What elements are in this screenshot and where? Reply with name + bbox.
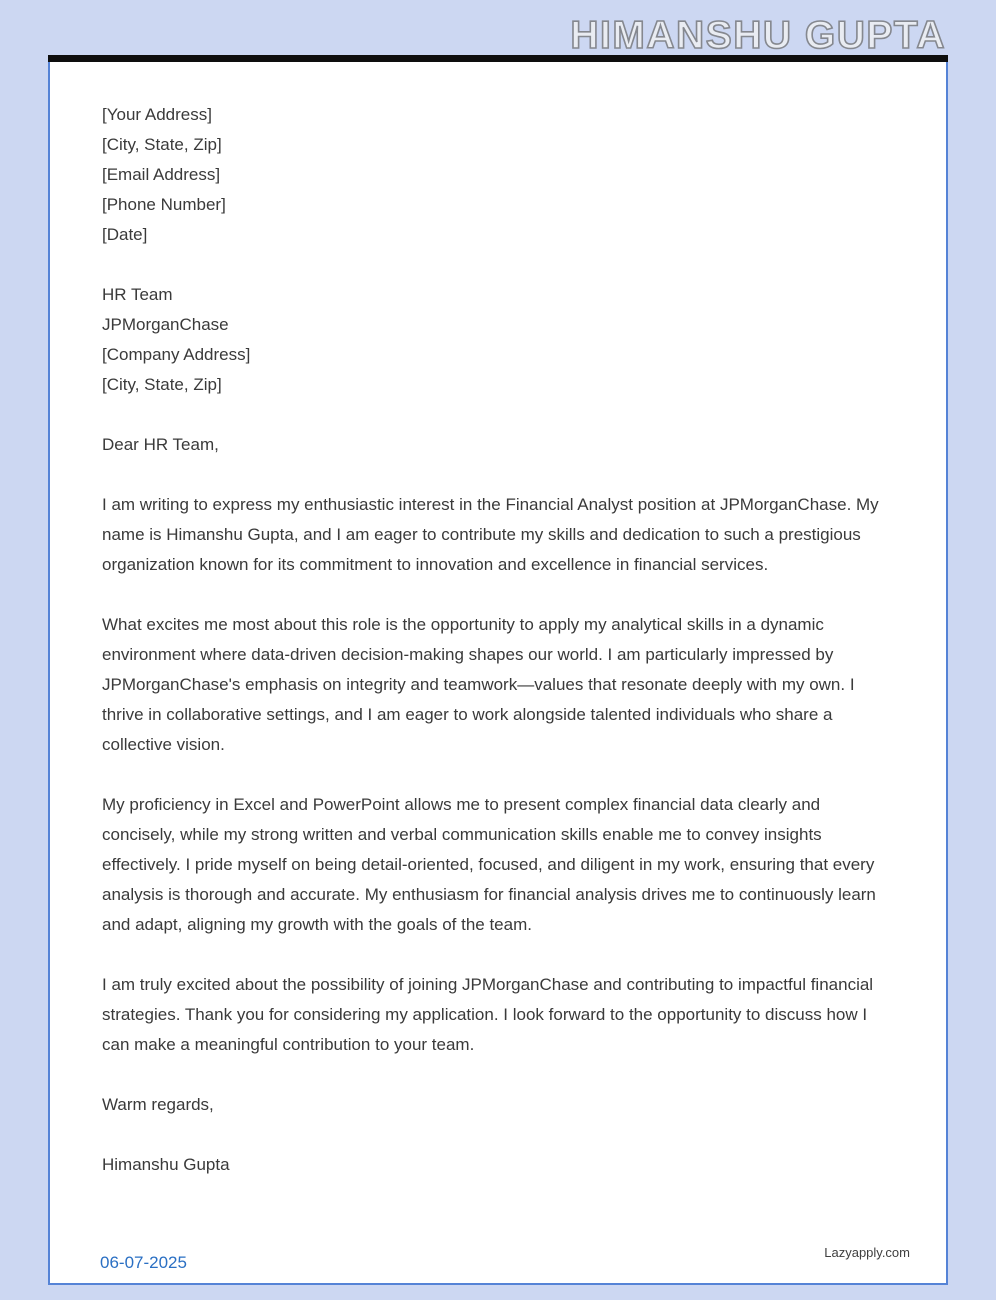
letter-paragraph: What excites me most about this role is the opportunity to apply my analytical skills in a dynamic environment where data-driven decision-making shapes our world. I am particularly impressed by JPMorganChase's emphasis on integrity and teamwork—values that resonate deeply with my own. I thrive in collaborative settings, and I am eager to work alongside talented individuals who share a collective vision. bbox=[102, 615, 855, 754]
letter-paragraph: I am writing to express my enthusiastic interest in the Financial Analyst position at JPMorganChase. My name is Himanshu Gupta, and I am eager to contribute my skills and dedication to such a prestigious organization known for its commitment to innovation and excellence in financial services. bbox=[102, 495, 879, 574]
applicant-name-header: HIMANSHU GUPTA bbox=[570, 14, 946, 57]
sender-address-line: [Email Address] bbox=[102, 165, 221, 184]
sender-address-line: [Phone Number] bbox=[102, 195, 226, 214]
salutation: Dear HR Team, bbox=[102, 435, 219, 454]
date-stamp: 06-07-2025 bbox=[100, 1253, 187, 1272]
recipient-address-block bbox=[102, 280, 894, 400]
sender-address-line: [City, State, Zip] bbox=[102, 135, 222, 154]
watermark-lazyapply: Lazyapply.com bbox=[824, 1245, 910, 1260]
letter-paragraph: My proficiency in Excel and PowerPoint allows me to present complex financial data clearly and concisely, while my strong written and verbal communication skills enable me to convey insights effectively. I pride myself on being detail-oriented, focused, and diligent in my work, ensuring that every analysis is thorough and accurate. My enthusiasm for financial analysis drives me to continuously learn and adapt, aligning my growth with the goals of the team. bbox=[102, 795, 876, 934]
sender-address-block bbox=[102, 100, 894, 250]
recipient-address-line: [City, State, Zip] bbox=[102, 375, 222, 394]
letter-content bbox=[50, 57, 946, 1180]
letter-page bbox=[48, 55, 948, 1285]
recipient-address-line: HR Team bbox=[102, 285, 173, 304]
recipient-address-line: [Company Address] bbox=[102, 345, 251, 364]
recipient-address-line: JPMorganChase bbox=[102, 315, 229, 334]
signature: Himanshu Gupta bbox=[102, 1155, 230, 1174]
sender-address-line: [Your Address] bbox=[102, 105, 212, 124]
sender-address-line: [Date] bbox=[102, 225, 148, 244]
letter-paragraph: I am truly excited about the possibility of joining JPMorganChase and contributing to impactful financial strategies. Thank you for considering my application. I look forward to the opportunity to discuss how I can make a meaningful contribution to your team. bbox=[102, 975, 874, 1054]
closing: Warm regards, bbox=[102, 1095, 214, 1114]
